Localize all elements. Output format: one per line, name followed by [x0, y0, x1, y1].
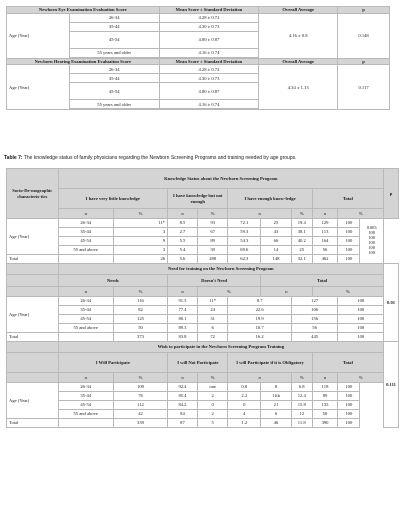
training-title-row — [7, 264, 399, 275]
empty-cell — [58, 255, 113, 264]
training-groups-row — [7, 275, 399, 287]
knowledge-groups-row — [7, 189, 399, 209]
n-header: n — [168, 373, 198, 383]
table-cell: 93 — [197, 219, 228, 228]
percent-total: 100 — [368, 235, 375, 241]
not-enough-knowledge-header: I have knowledge but not enough — [168, 189, 228, 209]
percent-total: 100 — [368, 244, 375, 250]
caption-text: The knowledge status of family physicians regarding the Newborn Screening Programs and training needed by age groups. — [22, 155, 297, 161]
p-value: 0.003 — [366, 225, 377, 231]
table-row — [7, 65, 390, 74]
n-header: n — [58, 287, 113, 297]
mean-score-cell: 4.16 ± 0.74 — [159, 100, 259, 109]
spacer-cell — [159, 109, 259, 110]
p-header: p — [338, 58, 390, 65]
table-cell: 84.2 — [168, 401, 198, 410]
p-value-cell: 0.148 — [338, 13, 390, 58]
needs-header: Needs — [58, 275, 168, 287]
percent-header: % — [291, 209, 312, 219]
table-cell: 148 — [261, 255, 292, 264]
table-cell: 9 — [113, 237, 167, 246]
age-range-cell: 55 and above — [58, 324, 113, 333]
table-cell: 113 — [312, 228, 338, 237]
table-cell: one — [197, 383, 228, 392]
table-cell: 91.3 — [168, 297, 198, 306]
table-cell: 72.1 — [228, 219, 261, 228]
p-header: p — [338, 7, 390, 14]
table-cell: 5 — [197, 419, 228, 428]
table-cell: 14 — [261, 246, 292, 255]
table-cell: 127 — [291, 297, 338, 306]
table-cell: 100 — [338, 333, 384, 342]
table-cell: 72 — [197, 333, 228, 342]
percent-header: % — [312, 287, 383, 297]
p-value-cell: 0.117 — [338, 65, 390, 110]
mean-score-cell: 4.30 ± 0.73 — [159, 74, 259, 83]
table-cell: 54.3 — [228, 237, 261, 246]
table-cell: 31 — [197, 315, 228, 324]
age-range-cell: 55 and above — [58, 410, 113, 419]
table-row — [7, 297, 399, 306]
table-cell: 84 — [168, 410, 198, 419]
table-cell: 89 — [312, 392, 338, 401]
table-cell: 2.2 — [228, 392, 261, 401]
total-label: Total — [7, 255, 59, 264]
table-cell: 67 — [197, 228, 228, 237]
table-cell: 116 — [113, 297, 167, 306]
table-cell: 2 — [197, 410, 228, 419]
table-cell: 50 — [113, 324, 167, 333]
n-header: n — [58, 373, 113, 383]
age-range-cell: 45-54 — [58, 401, 113, 410]
table-row — [7, 383, 399, 392]
total-row — [7, 255, 399, 264]
table-cell: 100 — [338, 306, 384, 315]
if-obligatory-header: I will Participate if it is Obligatory — [228, 353, 312, 373]
age-range-cell: 45-54 — [69, 83, 159, 100]
table-cell: 46 — [261, 419, 292, 428]
will-participate-header: I Will Participate — [58, 353, 168, 373]
table-row — [7, 237, 399, 246]
empty-cell — [7, 275, 59, 287]
table-row — [7, 410, 399, 419]
table-cell: 5.5 — [168, 237, 198, 246]
n-header: n — [228, 209, 291, 219]
table-cell: 6 — [261, 410, 292, 419]
table-cell: 2 — [197, 392, 228, 401]
n-header: n — [58, 209, 113, 219]
total-header: Total — [312, 353, 383, 373]
percent-header: % — [197, 209, 228, 219]
table-cell: 100 — [338, 315, 384, 324]
mean-score-cell: 4.28 ± 0.72 — [159, 13, 259, 22]
participation-title: Wish to participate in the Newborn Screening Program Training — [58, 342, 383, 353]
age-range-cell: 26-34 — [58, 219, 113, 228]
table-cell: 100 — [338, 228, 360, 237]
table-cell: 11th — [261, 392, 292, 401]
percent-header: % — [113, 287, 167, 297]
table-cell: 11* — [197, 297, 228, 306]
table-cell: 112 — [113, 401, 167, 410]
table-cell: 373 — [113, 333, 167, 342]
table-cell: 0 — [228, 401, 261, 410]
table-cell: 100 — [338, 246, 360, 255]
table-cell: 100 — [338, 383, 360, 392]
table-cell: 156 — [291, 315, 338, 324]
participation-title-row — [7, 342, 399, 353]
table-cell: 21 — [261, 401, 292, 410]
age-range-cell: 35-44 — [58, 392, 113, 401]
table-cell: 8 — [261, 383, 292, 392]
table-cell: 38.1 — [291, 228, 312, 237]
hearing-header-row — [7, 58, 390, 65]
table-cell: 80.1 — [168, 315, 198, 324]
table-cell: 2.7 — [168, 228, 198, 237]
table-cell: 42 — [113, 410, 167, 419]
table-cell: 56 — [312, 246, 338, 255]
percent-total: 100 — [368, 240, 375, 245]
percent-header: % — [197, 373, 228, 383]
age-range-cell: 35-44 — [69, 22, 159, 31]
knowledge-p-value — [360, 219, 384, 264]
overall-average-cell: 4.34 ± 1.13 — [259, 65, 338, 110]
n-header: n — [261, 287, 313, 297]
mean-score-cell: 4.00 ± 0.87 — [159, 83, 259, 100]
percent-header: % — [338, 209, 384, 219]
knowledge-subheader-row — [7, 209, 399, 219]
table-cell: 15.8 — [291, 401, 312, 410]
table-cell: 69.6 — [228, 246, 261, 255]
table-cell: 8.7 — [228, 297, 291, 306]
knowledge-title-row — [7, 169, 399, 189]
percent-header: % — [291, 373, 312, 383]
table-cell: 62.3 — [228, 255, 261, 264]
table-cell: 87 — [168, 419, 198, 428]
total-row — [7, 419, 399, 428]
participation-p-value: 0.111 — [384, 342, 399, 428]
mean-score-cell: 4.28 ± 0.72 — [159, 65, 259, 74]
table-cell: 4 — [228, 410, 261, 419]
empty-cell — [7, 264, 59, 275]
table-cell: 100 — [338, 410, 360, 419]
table-cell: 445 — [291, 333, 338, 342]
table-cell: 85.4 — [168, 392, 198, 401]
knowledge-title: Knowledge Status about the Newborn Screening Program — [58, 169, 383, 189]
knowledge-status-table — [6, 168, 399, 428]
table-cell: 56 — [291, 324, 338, 333]
empty-cell — [7, 353, 59, 373]
table-cell: 50 — [312, 410, 338, 419]
table-row — [7, 315, 399, 324]
n-header: n — [312, 373, 338, 383]
table-cell: 164 — [312, 237, 338, 246]
table-row — [7, 228, 399, 237]
empty-cell — [58, 419, 113, 428]
age-range-cell: 26-34 — [69, 13, 159, 22]
table-cell: 100 — [338, 297, 384, 306]
p-header: p — [384, 169, 399, 219]
table-cell: 25 — [261, 219, 292, 228]
table-cell: 32.1 — [291, 255, 312, 264]
doesnt-need-header: Doesn't Need — [168, 275, 261, 287]
sociodemographic-header: Socio-De-mographic characteris-tics — [7, 169, 59, 219]
table-cell: 100 — [338, 255, 360, 264]
age-range-cell: 55 and above — [58, 246, 113, 255]
table-cell: 39 — [197, 246, 228, 255]
table-cell: 100 — [338, 419, 360, 428]
table-cell: 26 — [113, 255, 167, 264]
table-cell: 89 — [197, 237, 228, 246]
table-row — [7, 246, 399, 255]
age-range-cell: 45-54 — [69, 31, 159, 48]
age-group-label: Age (Year) — [7, 65, 70, 110]
table-cell: 76 — [113, 392, 167, 401]
overall-average-header: Overall Average — [259, 58, 338, 65]
table-cell: 89.3 — [168, 324, 198, 333]
table-cell: 5.6 — [168, 255, 198, 264]
mean-score-cell: 4.00 ± 0.87 — [159, 31, 259, 48]
empty-cell — [7, 373, 59, 383]
table-cell: 10.7 — [228, 324, 291, 333]
age-range-cell: 26-34 — [69, 65, 159, 74]
mean-sd-header: Mean Score ± Standard Deviation — [159, 58, 259, 65]
table-cell: 25 — [291, 246, 312, 255]
n-header: n — [168, 209, 198, 219]
percent-header: % — [197, 287, 260, 297]
table-cell: 125 — [113, 315, 167, 324]
table-cell: 3 — [113, 246, 167, 255]
caption-label: Table 7: — [4, 155, 23, 161]
participation-groups-row — [7, 353, 399, 373]
empty-cell — [58, 333, 113, 342]
table-cell: 100 — [338, 392, 360, 401]
age-group-label: Age (Year) — [7, 219, 59, 255]
mean-score-cell: 4.16 ± 0.74 — [159, 48, 259, 57]
mean-sd-header: Mean Score ± Standard Deviation — [159, 7, 259, 14]
table-cell: 109 — [113, 383, 167, 392]
table-cell: 1.2 — [228, 419, 261, 428]
overall-average-header: Overall Average — [259, 7, 338, 14]
table-cell: 22.6 — [228, 306, 291, 315]
table-cell: 11* — [113, 219, 167, 228]
mean-score-cell: 4.30 ± 0.73 — [159, 22, 259, 31]
table-caption — [4, 155, 400, 161]
table-cell: 8.5 — [168, 219, 198, 228]
overall-average-cell: 4.16 ± 0.8 — [259, 13, 338, 58]
percent-header: % — [113, 209, 167, 219]
table-row — [7, 219, 399, 228]
enough-knowledge-header: I have enough know-ledge — [228, 189, 312, 209]
table-cell: 40.2 — [291, 237, 312, 246]
table-row — [7, 13, 390, 22]
participation-subheader-row — [7, 373, 399, 383]
age-range-cell: 45-54 — [58, 315, 113, 324]
table-cell: 59.3 — [228, 228, 261, 237]
age-range-cell: 35-44 — [58, 228, 113, 237]
table-cell: 16.2 — [228, 333, 291, 342]
age-range-cell: 26-34 — [58, 383, 113, 392]
table-cell: 100 — [338, 401, 360, 410]
training-p-value: 0.01 — [384, 264, 399, 342]
table-cell: 0 — [197, 401, 228, 410]
age-group-label: Age (Year) — [7, 297, 59, 333]
table-cell: 83.8 — [168, 333, 198, 342]
n-header: n — [228, 373, 291, 383]
training-subheader-row — [7, 287, 399, 297]
table-cell: 92.4 — [168, 383, 198, 392]
table-cell: 100 — [338, 219, 360, 228]
table-cell: 5.4 — [168, 246, 198, 255]
table-cell: 390 — [312, 419, 338, 428]
table-cell: 77.4 — [168, 306, 198, 315]
training-title: Need for training on the Newborn Screening Program — [58, 264, 383, 275]
table-row — [7, 392, 399, 401]
total-label: Total — [7, 419, 59, 428]
age-range-cell: 26-34 — [58, 297, 113, 306]
table-cell: 66 — [261, 237, 292, 246]
table-row — [7, 324, 399, 333]
age-range-cell: 55 years and older — [69, 48, 159, 57]
empty-cell — [7, 287, 59, 297]
spacer-cell — [69, 109, 159, 110]
table-cell: 3 — [113, 228, 167, 237]
total-header: Total — [261, 275, 384, 287]
total-header: Total — [312, 189, 383, 209]
empty-cell — [7, 342, 59, 353]
eye-header-row — [7, 7, 390, 14]
table-cell: 118 — [312, 383, 338, 392]
hearing-score-header: Newborn Hearing Examination Evaluation Score — [7, 58, 160, 65]
age-score-table — [6, 6, 390, 110]
table-cell: 24 — [197, 306, 228, 315]
n-header: n — [168, 287, 198, 297]
percent-header: % — [338, 373, 384, 383]
table-cell: 19.9 — [228, 315, 291, 324]
little-knowledge-header: I have very little knowledge — [58, 189, 168, 209]
table-cell: 288 — [197, 255, 228, 264]
table-cell: 0.8 — [228, 383, 261, 392]
table-cell: 19.4 — [291, 219, 312, 228]
table-cell: 100 — [338, 237, 360, 246]
age-range-cell: 35-44 — [69, 74, 159, 83]
table-cell: 43 — [261, 228, 292, 237]
will-not-participate-header: I will Not Participate — [168, 353, 228, 373]
percent-total: 100 — [368, 230, 375, 236]
table-cell: 100 — [338, 324, 384, 333]
table-cell: 133 — [312, 401, 338, 410]
table-cell: 339 — [113, 419, 167, 428]
percent-header: % — [113, 373, 167, 383]
table-cell: 129 — [312, 219, 338, 228]
age-range-cell: 35-44 — [58, 306, 113, 315]
percent-total: 100 — [368, 249, 375, 255]
age-group-label: Age (Year) — [7, 13, 70, 58]
table-cell: 6 — [197, 324, 228, 333]
table-cell: 6.8 — [291, 383, 312, 392]
total-label: Total — [7, 333, 59, 342]
table-cell: 12 — [291, 410, 312, 419]
table-cell: 82 — [113, 306, 167, 315]
table-cell: 462 — [312, 255, 338, 264]
age-range-cell: 45-54 — [58, 237, 113, 246]
n-header: n — [312, 209, 338, 219]
table-cell: 11.8 — [291, 419, 312, 428]
table-cell: 12.4 — [291, 392, 312, 401]
total-row — [7, 333, 399, 342]
age-group-label: Age (Year) — [7, 383, 59, 419]
table-row — [7, 401, 399, 410]
eye-score-header: Newborn Eye Examination Evaluation Score — [7, 7, 160, 14]
table-cell: 106 — [291, 306, 338, 315]
table-row — [7, 306, 399, 315]
age-range-cell: 55 years and older — [69, 100, 159, 109]
